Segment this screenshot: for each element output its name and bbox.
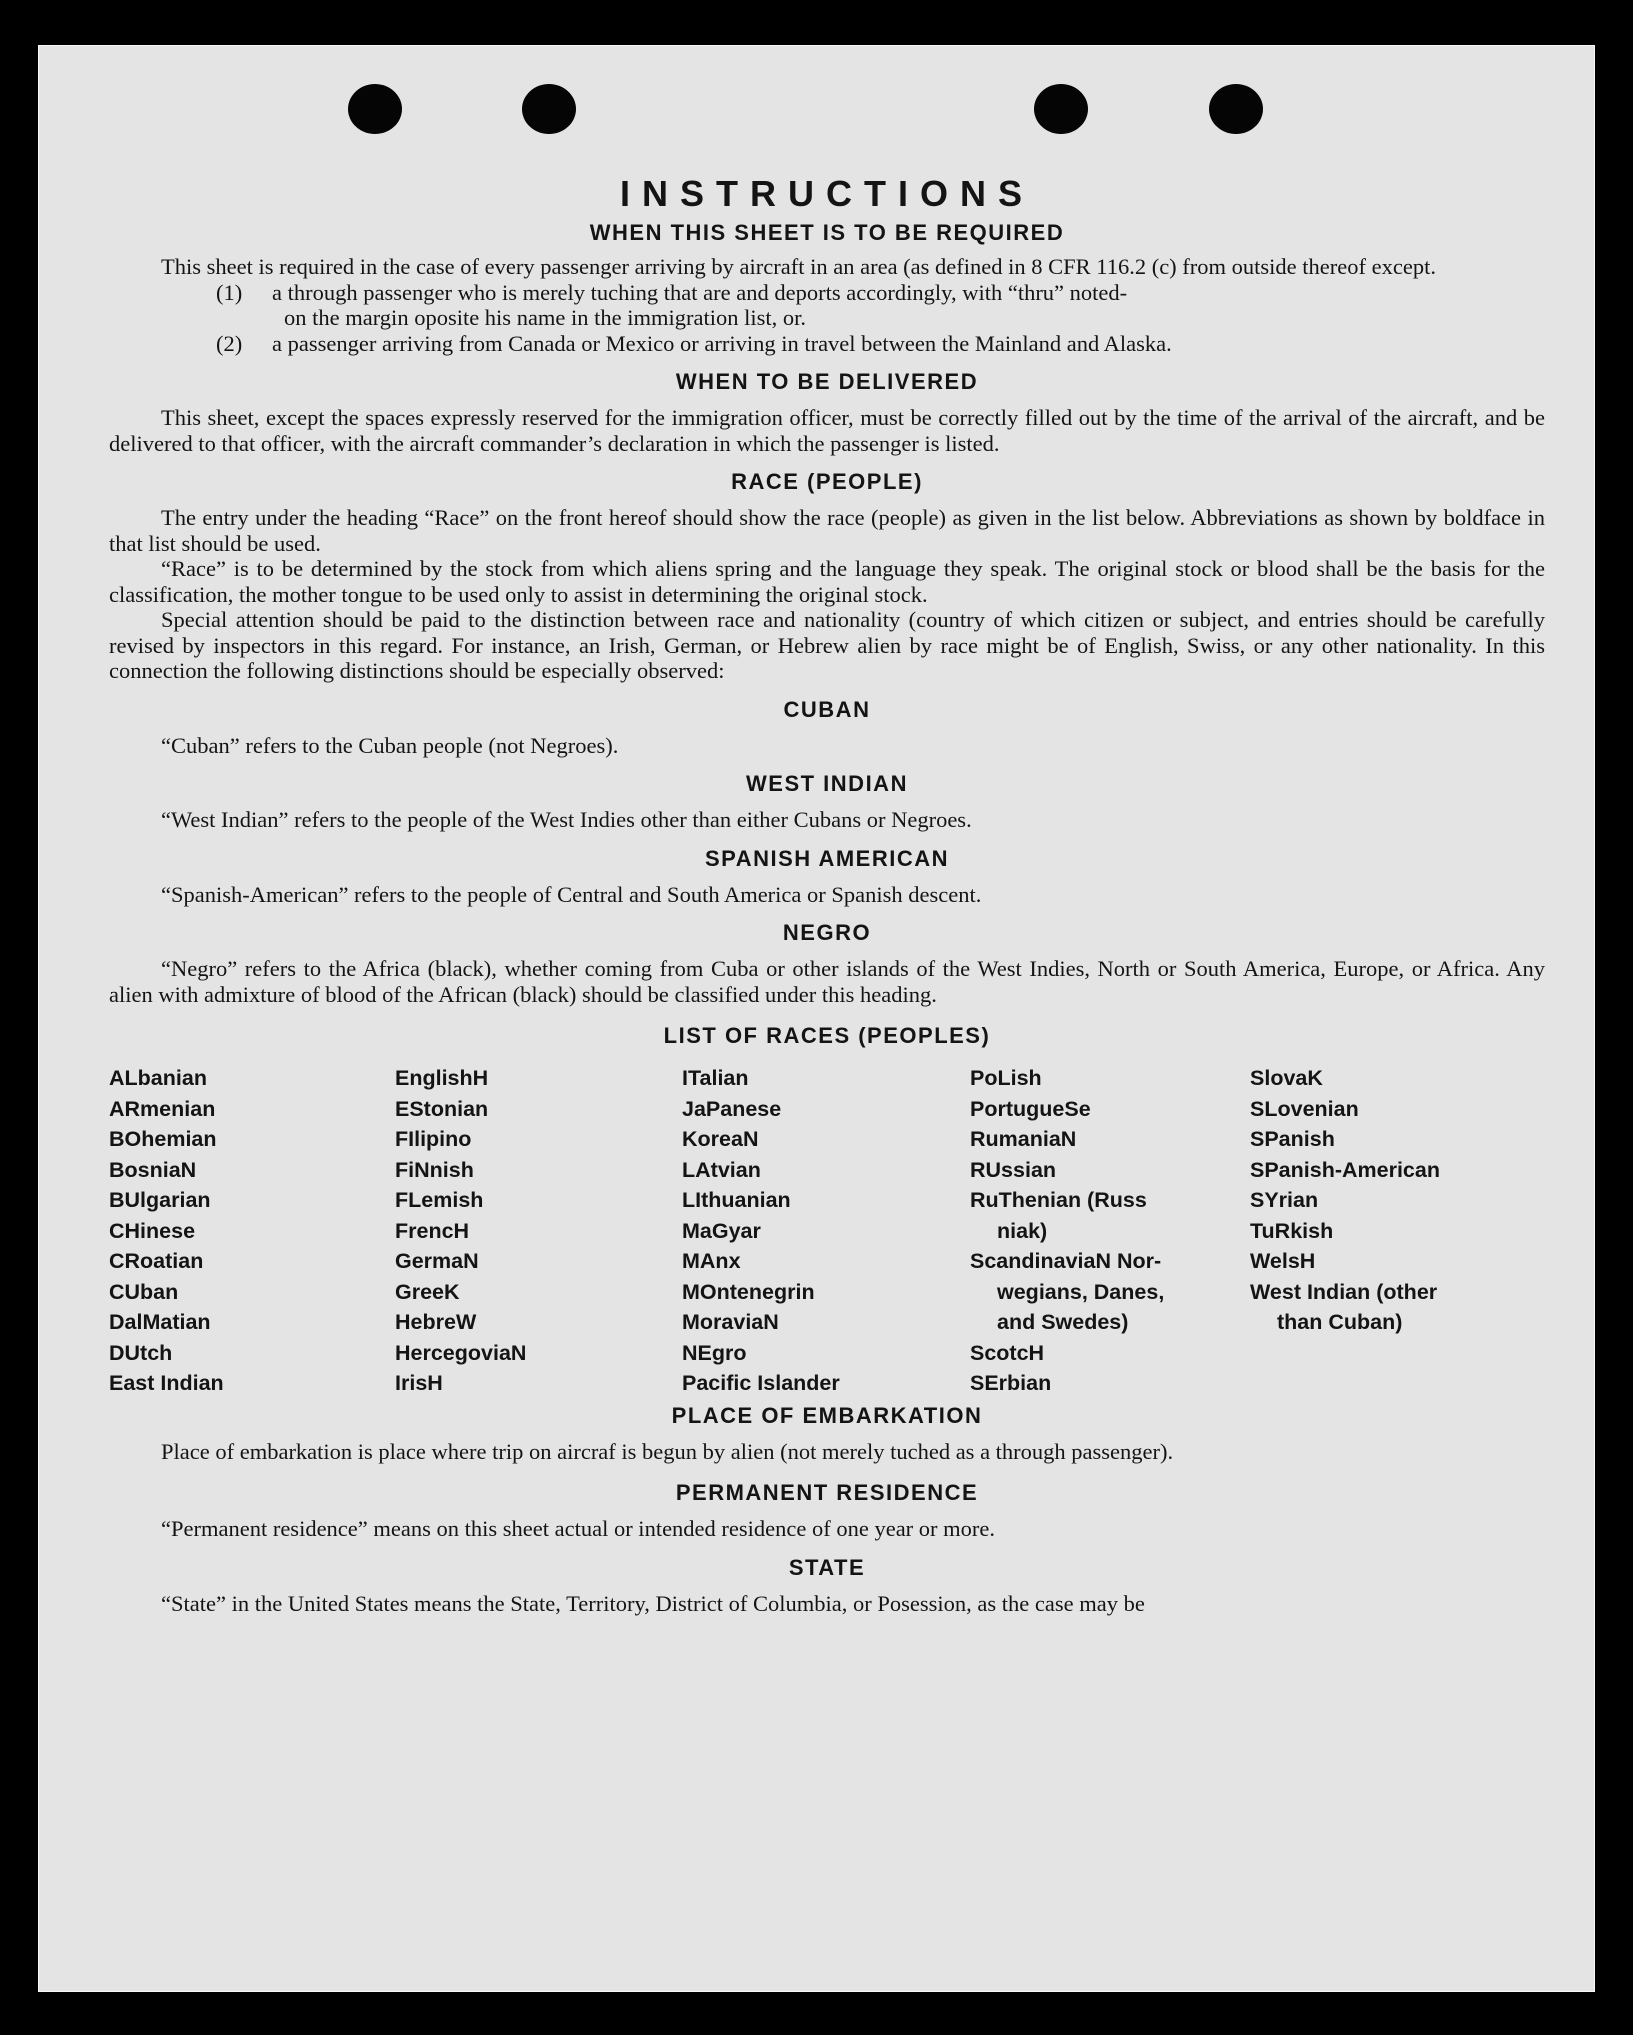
race-entry: ALbanian [109, 1066, 207, 1090]
race-entry: SLovenian [1250, 1096, 1359, 1121]
race-entry: RuThenian (Russ [970, 1188, 1147, 1212]
exception-item [109, 331, 1545, 357]
delivered-text: This sheet, except the spaces expressly reserved for the immigration officer, must be correctly filled out by the time of the arrival of the aircraft, and be delivered to that officer, with the aircraft commander’s declaration in which the passenger is listed. [109, 405, 1545, 456]
races-column [970, 1063, 1250, 1399]
exception-line: on the margin oposite his name in the immigration list, or. [284, 305, 807, 330]
race-entry: wegians, Danes, [997, 1279, 1165, 1304]
page-title: INSTRUCTIONS [620, 173, 1034, 214]
section-heading-west-indian: WEST INDIAN [746, 771, 908, 796]
race-entry: BUlgarian [109, 1188, 211, 1212]
race-entry: SYrian [1250, 1188, 1319, 1212]
embarkation-text: Place of embarkation is place where trip on aircraf is begun by alien (not merely tuched as a through passenger). [161, 1438, 1174, 1464]
spanish-american-text: “Spanish-American” refers to the people of Central and South America or Spanish descent. [161, 881, 982, 907]
residence-text: “Permanent residence” means on this sheet actual or intended residence of one year or more. [161, 1516, 996, 1541]
race-entry: MOntenegrin [682, 1279, 815, 1304]
exception-text: a passenger arriving from Canada or Mexico or arriving in travel between the Mainland and Alaska. [272, 330, 1172, 356]
race-entry: PortugueSe [970, 1096, 1091, 1121]
race-entry: BOhemian [109, 1127, 217, 1151]
race-entry: IrisH [395, 1371, 443, 1395]
race-entry: HebreW [395, 1310, 477, 1334]
race-entry: TuRkish [1250, 1218, 1334, 1243]
races-column [682, 1063, 970, 1399]
race-entry: East Indian [109, 1371, 224, 1395]
race-entry: ScandinaviaN Nor- [970, 1249, 1162, 1273]
race-entry: SPanish-American [1250, 1157, 1440, 1182]
race-entry: FLemish [395, 1188, 484, 1212]
race-entry: DUtch [109, 1340, 173, 1365]
race-entry: EStonian [395, 1096, 489, 1121]
race-entry: SPanish [1250, 1127, 1335, 1151]
punch-hole [1034, 84, 1088, 134]
race-entry: FiNnish [395, 1157, 474, 1182]
section-heading-delivered: WHEN TO BE DELIVERED [675, 369, 979, 394]
race-entry: CRoatian [109, 1249, 204, 1273]
race-entry: MAnx [682, 1249, 741, 1273]
section-heading-embarkation: PLACE OF EMBARKATION [671, 1402, 983, 1428]
race-entry: PoLish [970, 1066, 1042, 1090]
race-paragraph: “Race” is to be determined by the stock from which aliens spring and the language they speak. The original stock or blood shall be the basis for the classification, the mother tongue to be used only to assist in determining the original stock. [109, 556, 1545, 607]
west-indian-text: “West Indian” refers to the people of the West Indies other than either Cubans or Negroes. [161, 807, 972, 832]
race-entry: LIthuanian [682, 1188, 791, 1212]
required-intro: This sheet is required in the case of every passenger arriving by aircraft in an area (as defined in 8 CFR 116.2 (c) from outside thereof except. [161, 254, 1436, 279]
race-entry: KoreaN [682, 1127, 759, 1151]
race-entry: than Cuban) [1277, 1310, 1403, 1334]
race-entry: SlovaK [1250, 1066, 1323, 1090]
race-entry: West Indian (other [1250, 1279, 1438, 1304]
race-entry: LAtvian [682, 1157, 761, 1182]
exception-item [109, 280, 1545, 331]
race-entry: niak) [997, 1218, 1048, 1243]
punch-hole [348, 84, 402, 134]
race-entry: DalMatian [109, 1310, 211, 1334]
instructions-text [109, 174, 1545, 1616]
exception-line: a through passenger who is merely tuching that are and deports accordingly, with “thru” noted- [272, 279, 1128, 305]
punch-hole [1209, 84, 1263, 134]
section-heading-residence: PERMANENT RESIDENCE [675, 1480, 979, 1505]
race-entry: ITalian [682, 1066, 749, 1090]
race-entry: ScotcH [970, 1340, 1045, 1365]
section-heading-required: WHEN THIS SHEET IS TO BE REQUIRED [589, 220, 1065, 245]
state-text: “State” in the United States means the State, Territory, District of Columbia, or Posession, as the case may be [161, 1590, 1145, 1616]
race-entry: CUban [109, 1279, 179, 1304]
races-column [1250, 1063, 1540, 1399]
race-entry: GermaN [395, 1249, 479, 1273]
races-column [109, 1063, 395, 1399]
race-entry: MaGyar [682, 1218, 761, 1243]
race-entry: RUssian [970, 1157, 1057, 1182]
race-entry: FrencH [395, 1218, 470, 1243]
exception-number: (1) [216, 279, 243, 305]
race-entry: GreeK [395, 1279, 460, 1304]
section-heading-negro: NEGRO [782, 920, 872, 945]
race-entry: Pacific Islander [682, 1371, 840, 1395]
document-page [38, 45, 1595, 1992]
section-heading-list-of-races: LIST OF RACES (PEOPLES) [663, 1023, 991, 1048]
section-heading-race: RACE (PEOPLE) [731, 469, 923, 494]
section-heading-cuban: CUBAN [783, 696, 871, 722]
race-paragraph: The entry under the heading “Race” on the front hereof should show the race (people) as given in the list below. Abbreviations as shown by boldface in that list should be used. [109, 505, 1545, 556]
race-entry: and Swedes) [997, 1310, 1129, 1334]
race-entry: NEgro [682, 1340, 747, 1365]
section-heading-spanish-american: SPANISH AMERICAN [704, 845, 949, 871]
races-list [109, 1063, 1545, 1399]
race-paragraph: Special attention should be paid to the distinction between race and nationality (country of which citizen or subject, and entries should be carefully revised by inspectors in this regard. For instance, an Irish, German, or Hebrew alien by race might be of English, Swiss, or any other nationality. In this connection the following distinctions should be especially observed: [109, 607, 1545, 683]
cuban-text: “Cuban” refers to the Cuban people (not Negroes). [161, 732, 619, 758]
race-entry: HercegoviaN [395, 1340, 527, 1365]
section-heading-state: STATE [788, 1554, 866, 1580]
negro-text: “Negro” refers to the Africa (black), whether coming from Cuba or other islands of the West Indies, North or South America, Europe, or Africa. Any alien with admixture of blood of the African (black) should be classified under this heading. [109, 956, 1545, 1007]
race-entry: JaPanese [682, 1096, 782, 1121]
race-entry: RumaniaN [970, 1127, 1077, 1151]
race-entry: BosniaN [109, 1157, 197, 1182]
race-entry: CHinese [109, 1218, 196, 1243]
race-entry: EnglishH [395, 1066, 489, 1090]
race-entry: SErbian [970, 1371, 1052, 1395]
races-column [395, 1063, 682, 1399]
exception-number: (2) [216, 330, 243, 356]
punch-hole [522, 84, 576, 134]
race-entry: FIlipino [395, 1127, 472, 1151]
exception-text [272, 280, 1545, 331]
race-entry: WelsH [1250, 1249, 1316, 1273]
race-entry: ARmenian [109, 1096, 216, 1121]
race-entry: MoraviaN [682, 1310, 779, 1334]
